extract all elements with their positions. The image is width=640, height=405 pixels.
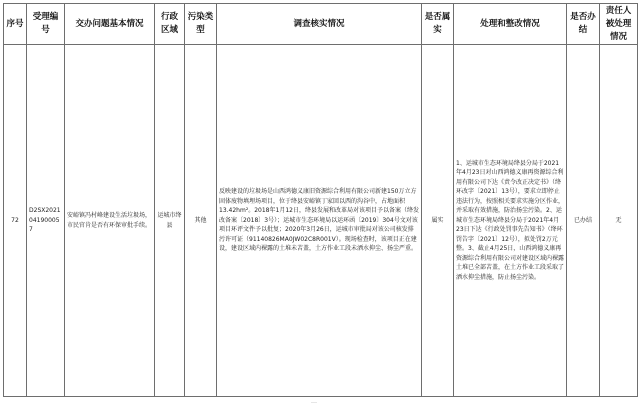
- header-row: [4, 4, 638, 45]
- page-footer-mark: …: [311, 398, 317, 405]
- header-handling: 处理和整改情况: [454, 4, 567, 45]
- cell-id: D2SX2021041900057: [27, 45, 65, 397]
- table-row: [4, 45, 638, 397]
- header-responsible: 责任人被处理情况: [600, 4, 638, 45]
- header-issue: 交办问题基本情况: [65, 4, 155, 45]
- header-id: 受理编号: [27, 4, 65, 45]
- header-seq: 序号: [4, 4, 27, 45]
- cell-handling: 1、运城市生态环境局绛县分局于2021年4月23日对山西鸿德义康再资源综合利用有限公司下达《责令改正决定书》（绛环改字〔2021〕13号），要求立即停止违法行为，按照相关要求实施分区作业，并采取有效措施，防治扬尘污染。2、运城市生态环境局绛县分局于2021年4月23日下达《行政处罚事先告知书》（绛环罚告字〔2021〕12号），拟处罚2万元整。3、截止4月25日，山西鸿德义康再资源综合利用有限公司对建设区域内裸露土堆已全部苫盖，在土方作业工段采取了洒水抑尘措施，防止扬尘污染。: [454, 45, 567, 397]
- cell-seq: 72: [4, 45, 27, 397]
- header-verified: 是否属实: [422, 4, 454, 45]
- header-region: 行政区域: [155, 4, 185, 45]
- cell-region: 运城市绛县: [155, 45, 185, 397]
- case-table: [3, 3, 638, 397]
- header-investigation: 调查核实情况: [217, 4, 422, 45]
- header-pollution: 污染类型: [185, 4, 217, 45]
- cell-closed: 已办结: [567, 45, 600, 397]
- cell-issue: 安峪镇冯村峰建设生活垃圾场，市民官肯是否有环保审批手续。: [65, 45, 155, 397]
- cell-responsible: 无: [600, 45, 638, 397]
- cell-verified: 属实: [422, 45, 454, 397]
- cell-investigation: 反映建设的垃圾场是山西鸿德义康旧资源综合利用有限公司新建150万立方固体废物填埋场项目，位于绛县安峪镇丁家回以西的沟谷中，占地面积13.42hm²。2018年1月12日，绛县发展和改革局对该项目予以备案（绛发改备案〔2018〕3号）；运城市生态环境局以运环函〔2019〕304号文对该项目环评文件予以批复；2020年3月26日，运城市审批局对该公司核发排污许可证（91140826MA0JW02C8R001V）。现场检查时，该项目正在建设，建设区域内裸露的土堆未苫盖，土方作业工段未洒水抑尘、扬尘严重。: [217, 45, 422, 397]
- cell-pollution: 其他: [185, 45, 217, 397]
- header-closed: 是否办结: [567, 4, 600, 45]
